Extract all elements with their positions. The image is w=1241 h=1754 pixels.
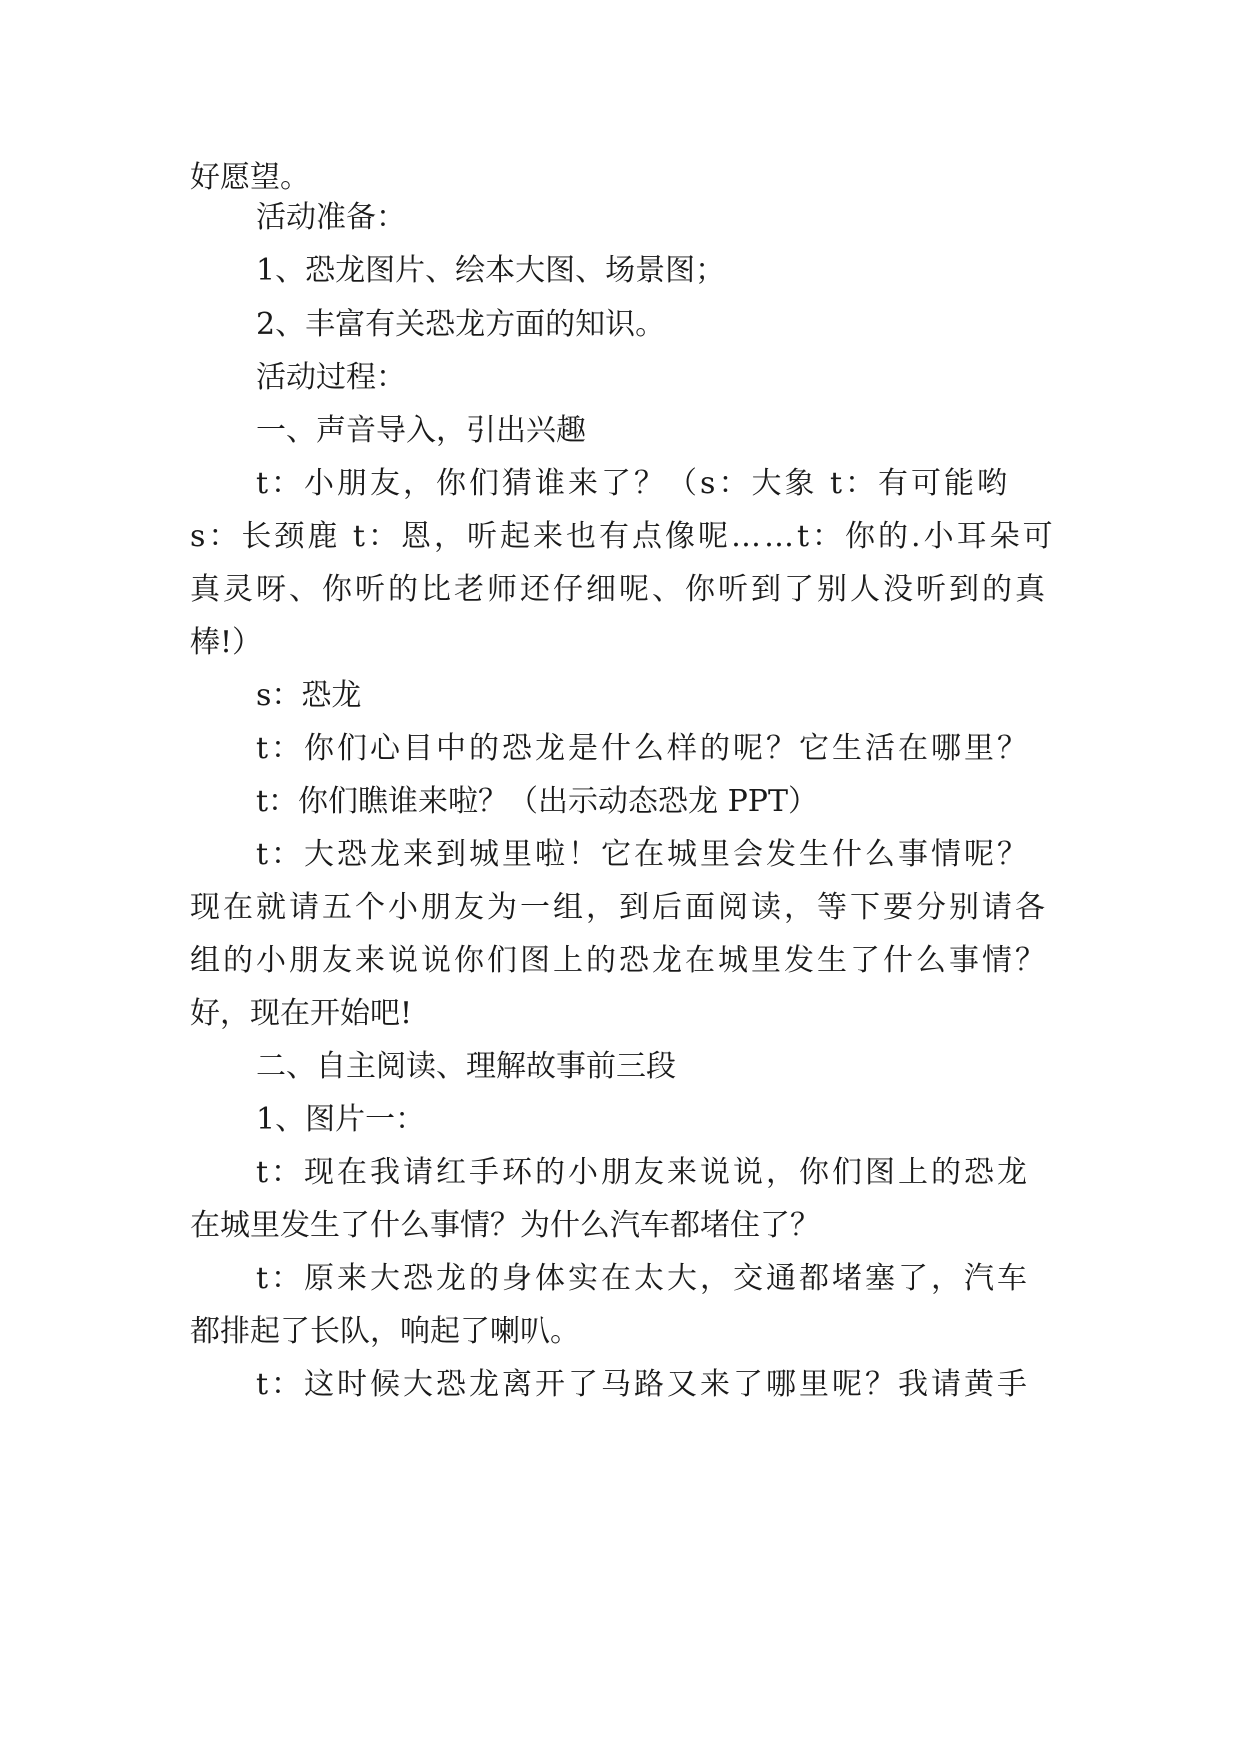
text-line: 活动过程： xyxy=(256,360,406,395)
text-line: t：小朋友，你们猜谁来了？（s：大象 t：有可能哟 xyxy=(256,466,1011,501)
text-line: 好愿望。 xyxy=(190,160,310,195)
text-line: 真灵呀、你听的比老师还仔细呢、你听到了别人没听到的真 xyxy=(190,572,1048,607)
text-line: 组的小朋友来说说你们图上的恐龙在城里发生了什么事情？ xyxy=(190,943,1048,978)
text-line: 棒!） xyxy=(190,625,263,660)
text-line: 1、图片一： xyxy=(256,1102,426,1137)
text-line: 1、恐龙图片、绘本大图、场景图； xyxy=(256,253,726,288)
text-line: 2、丰富有关恐龙方面的知识。 xyxy=(256,307,666,342)
text-line: 二、自主阅读、理解故事前三段 xyxy=(256,1049,676,1084)
text-line: 现在就请五个小朋友为一组，到后面阅读，等下要分别请各 xyxy=(190,890,1048,925)
text-line: t：你们心目中的恐龙是什么样的呢？它生活在哪里？ xyxy=(256,731,1031,766)
text-line: t：原来大恐龙的身体实在太大，交通都堵塞了，汽车 xyxy=(256,1261,1031,1296)
text-line: t：你们瞧谁来啦？（出示动态恐龙 PPT） xyxy=(256,784,818,819)
text-line: 好，现在开始吧! xyxy=(190,996,413,1031)
text-line: 在城里发生了什么事情？为什么汽车都堵住了？ xyxy=(190,1208,820,1243)
text-line: 都排起了长队，响起了喇叭。 xyxy=(190,1314,580,1349)
text-line: t：大恐龙来到城里啦！它在城里会发生什么事情呢？ xyxy=(256,837,1031,872)
text-line: t：这时候大恐龙离开了马路又来了哪里呢？我请黄手 xyxy=(256,1367,1031,1402)
text-line: t：现在我请红手环的小朋友来说说，你们图上的恐龙 xyxy=(256,1155,1031,1190)
text-line: s：长颈鹿 t：恩，听起来也有点像呢……t：你的.小耳朵可 xyxy=(190,519,1056,554)
text-line: 活动准备： xyxy=(256,200,406,235)
text-line: s：恐龙 xyxy=(256,678,362,713)
text-line: 一、声音导入，引出兴趣 xyxy=(256,413,586,448)
